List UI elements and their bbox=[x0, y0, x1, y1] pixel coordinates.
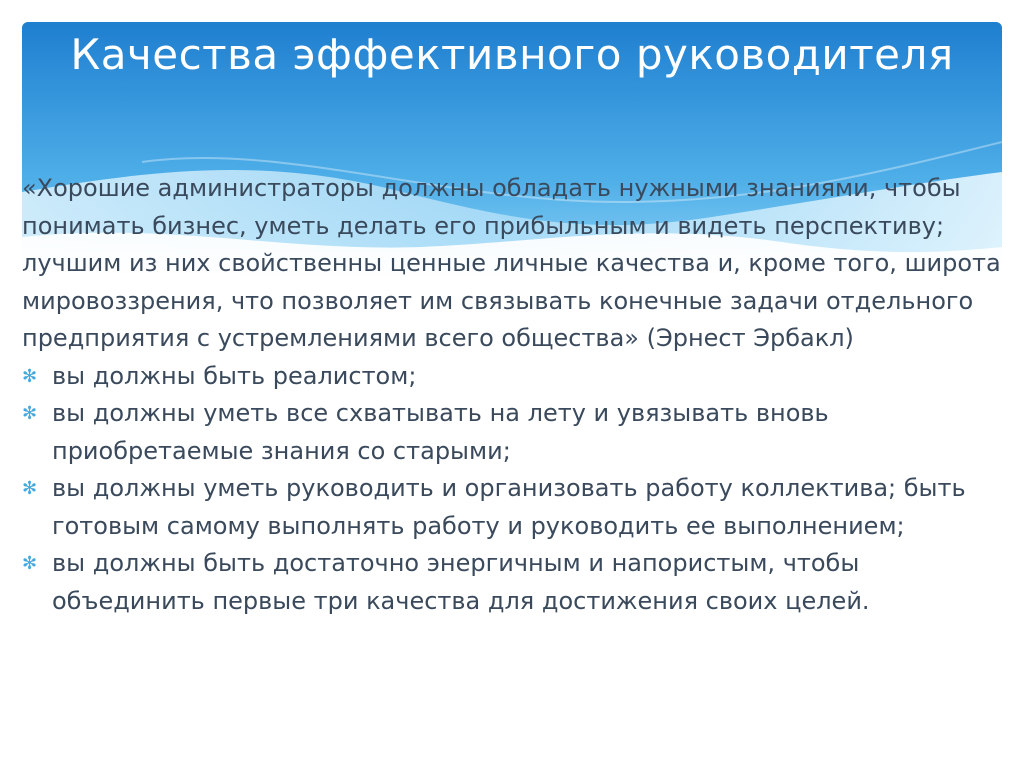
quote-paragraph: «Хорошие администраторы должны обладать нужными знаниями, чтобы понимать бизнес, уметь делать его прибыльным и видеть перспективу; лучшим из них свойственны ценные личные качества и, кроме того, широта мировоззрения, что позволяет им связывать конечные задачи отдельного предприятия с устремлениями всего общества» (Эрнест Эрбакл) bbox=[22, 174, 1001, 352]
bullet-list bbox=[18, 358, 1008, 621]
bullet-text: вы должны быть достаточно энергичным и напористым, чтобы объединить первые три качества для достижения своих целей. bbox=[52, 549, 870, 615]
slide-title: Качества эффективного руководителя bbox=[70, 30, 954, 79]
list-item bbox=[18, 358, 1008, 396]
bullet-text: вы должны уметь все схватывать на лету и увязывать вновь приобретаемые знания со старыми; bbox=[52, 399, 829, 465]
bullet-text: вы должны быть реалистом; bbox=[52, 361, 417, 390]
star-bullet-icon: ✻ bbox=[22, 403, 38, 424]
list-item bbox=[18, 545, 1008, 620]
star-bullet-icon: ✻ bbox=[22, 365, 38, 387]
slide-body bbox=[18, 170, 1008, 620]
star-bullet-icon: ✻ bbox=[22, 553, 38, 574]
star-bullet-icon: ✻ bbox=[22, 478, 38, 499]
bullet-text: вы должны уметь руководить и организовать работу коллектива; быть готовым самому выполнять работу и руководить ее выполнением; bbox=[52, 474, 966, 540]
list-item bbox=[18, 395, 1008, 470]
list-item bbox=[18, 470, 1008, 545]
